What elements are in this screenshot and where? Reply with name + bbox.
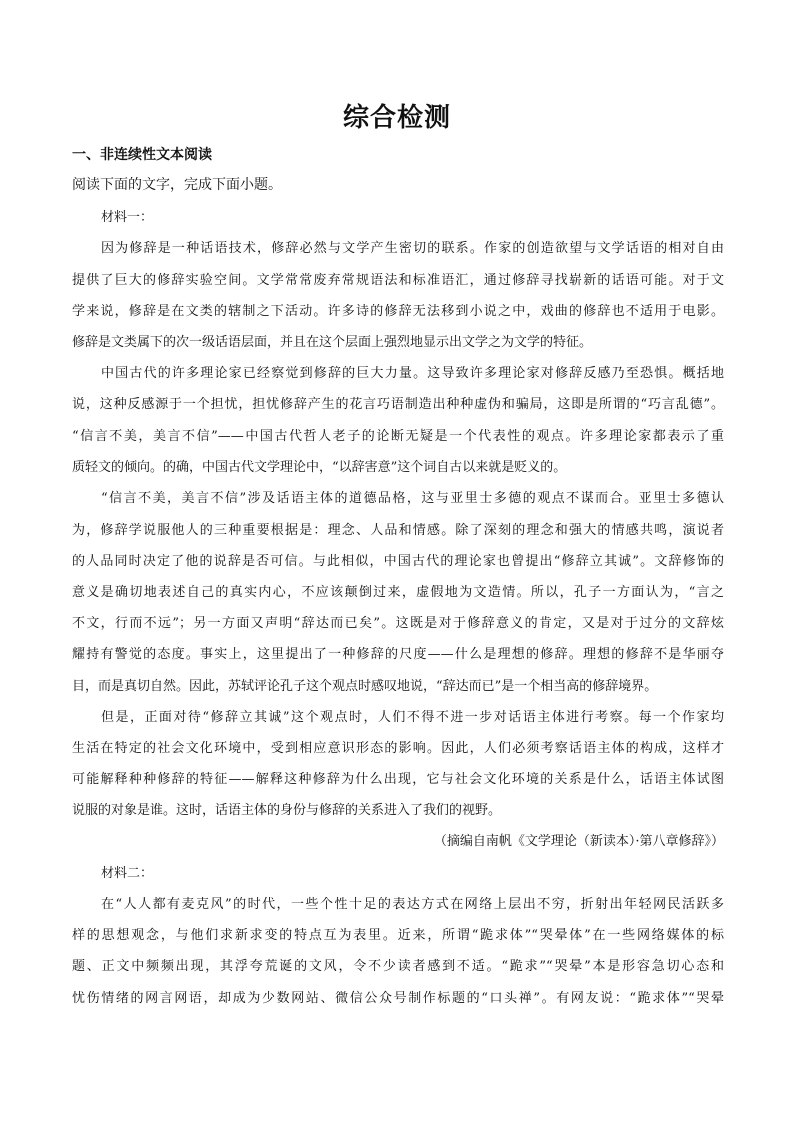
paragraph-line: 目，而是真切自然。因此，苏轼评论孔子这个观点时感叹地说，“辞达而已”是一个相当高的修辞境界。 xyxy=(72,679,658,694)
reading-instruction: 阅读下面的文字，完成下面小题。 xyxy=(72,177,282,193)
paragraph-line: 修辞是文类属下的次一级话语层面，并且在这个层面上强烈地显示出文学之为文学的特征。 xyxy=(72,335,593,350)
paragraph-line: 意义是确切地表述自己的真实内心，不应该颠倒过来，虚假地为文造情。所以，孔子一方面认为，“言之 xyxy=(72,585,724,600)
paragraph-line: 在“人人都有麦克风”的时代，一些个性十足的表达方式在网络上层出不穷，折射出年轻网民活跃多 xyxy=(101,897,724,912)
paragraph-line: 生活在特定的社会文化环境中，受到相应意识形态的影响。因此，人们必须考察话语主体的构成，这样才 xyxy=(72,741,724,756)
paragraph-line: 耀持有警觉的态度。事实上，这里提出了一种修辞的尺度——什么是理想的修辞。理想的修辞不是华丽夺 xyxy=(72,647,724,662)
paragraph-line: 说，这种反感源于一个担忧，担忧修辞产生的花言巧语制造出种种虚伪和骗局，这即是所谓的“巧言乱德”。 xyxy=(72,397,724,412)
paragraph-line: 质轻文的倾向。的确，中国古代文学理论中，“以辞害意”这个词自古以来就是贬义的。 xyxy=(72,460,567,475)
material-label: 材料一： xyxy=(101,210,154,225)
paragraph-line: 题、正文中频频出现，其浮夸荒诞的文风，令不少读者感到不适。“跪求”“哭晕”本是形容急切心态和 xyxy=(72,959,724,974)
paragraph-line: “信言不美，美言不信”——中国古代哲人老子的论断无疑是一个代表性的观点。许多理论家都表示了重 xyxy=(72,429,724,444)
paragraph-line: 忧伤情绪的网言网语，却成为少数网站、微信公众号制作标题的“口头禅”。有网友说：“跪求体”“哭晕 xyxy=(72,991,724,1006)
paragraph-line: 的人品同时决定了他的说辞是否可信。与此相似，中国古代的理论家也曾提出“修辞立其诚”。文辞修饰的 xyxy=(72,554,724,569)
material-label: 材料二： xyxy=(101,866,154,881)
paragraph-line: “信言不美，美言不信”涉及话语主体的道德品格，这与亚里士多德的观点不谋而合。亚里士多德认 xyxy=(101,491,724,506)
paragraph-line: 但是，正面对待“修辞立其诚”这个观点时，人们不得不进一步对话语主体进行考察。每一个作家均 xyxy=(101,710,724,725)
page-title: 综合检测 xyxy=(342,103,451,133)
paragraph-line: 中国古代的许多理论家已经察觉到修辞的巨大力量。这导致许多理论家对修辞反感乃至恐惧。概括地 xyxy=(101,366,724,381)
paragraph-line: 样的思想观念，与他们求新求变的特点互为表里。近来，所谓“跪求体”“哭晕体”在一些网络媒体的标 xyxy=(72,928,724,943)
paragraph-line: 可能解释种种修辞的特征——解释这种修辞为什么出现，它与社会文化环境的关系是什么，话语主体试图 xyxy=(72,772,724,787)
paragraph-line: 提供了巨大的修辞实验空间。文学常常废弃常规语法和标准语汇，通过修辞寻找崭新的话语可能。对于文 xyxy=(72,273,724,288)
section-heading: 一、非连续性文本阅读 xyxy=(72,147,212,163)
paragraph-line: 不文，行而不远”；另一方面又声明“辞达而已矣”。这既是对于修辞意义的肯定，又是对于过分的文辞炫 xyxy=(72,616,724,631)
paragraph-line: 说服的对象是谁。这时，话语主体的身份与修辞的关系进入了我们的视野。 xyxy=(72,803,502,818)
paragraph-line: 为，修辞学说服他人的三种重要根据是：理念、人品和情感。除了深刻的理念和强大的情感共鸣，演说者 xyxy=(72,523,724,538)
paragraph-line: 因为修辞是一种话语技术，修辞必然与文学产生密切的联系。作家的创造欲望与文学话语的相对自由 xyxy=(101,241,724,256)
paragraph-line: 学来说，修辞是在文类的辖制之下活动。许多诗的修辞无法移到小说之中，戏曲的修辞也不适用于电影。 xyxy=(72,304,724,319)
source-citation: （摘编自南帆《文学理论（新读本）·第八章修辞》） xyxy=(433,834,724,849)
